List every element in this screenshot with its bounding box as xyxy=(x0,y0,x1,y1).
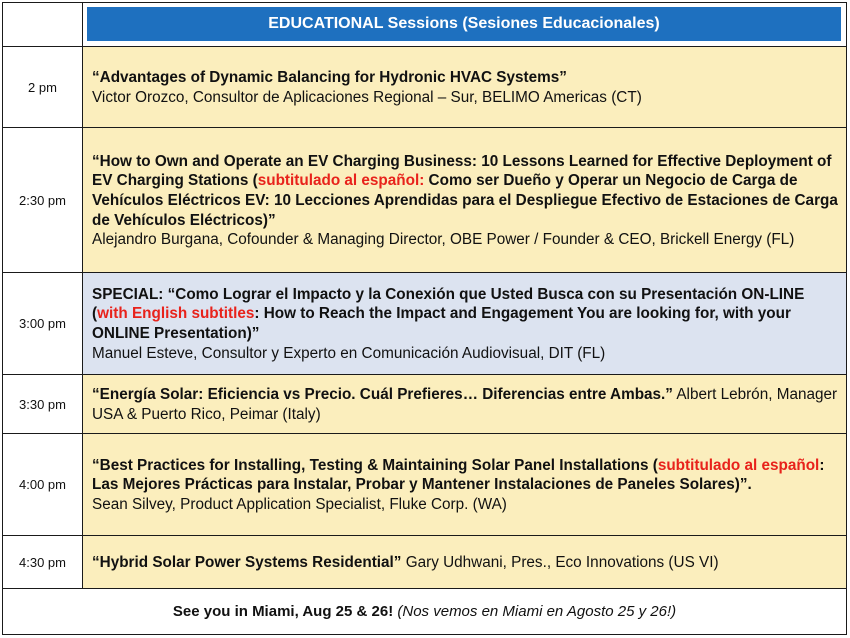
session-speaker: Victor Orozco, Consultor de Aplicaciones Regional – Sur, BELIMO Americas (CT) xyxy=(92,88,642,106)
session-details xyxy=(83,128,847,273)
header-title: EDUCATIONAL Sessions (Sesiones Educacionales) xyxy=(87,7,841,41)
session-title: “Energía Solar: Eficiencia vs Precio. Cuál Prefieres… Diferencias entre Ambas.” xyxy=(92,385,673,403)
subtitle-text: : Las Mejores Prácticas para Instalar, Probar y Mantener Instalaciones de Paneles Solares)”. xyxy=(92,456,825,494)
session-details xyxy=(83,273,847,375)
session-speaker: Sean Silvey, Product Application Specialist, Fluke Corp. (WA) xyxy=(92,495,507,513)
session-speaker: Albert Lebrón, Manager USA & Puerto Rico, Peimar (Italy) xyxy=(92,385,838,423)
session-row xyxy=(3,128,847,273)
session-details xyxy=(83,536,847,589)
session-title: “Advantages of Dynamic Balancing for Hydronic HVAC Systems” xyxy=(92,69,567,86)
session-title: “Hybrid Solar Power Systems Residential” xyxy=(92,553,402,571)
session-speaker: Manuel Esteve, Consultor y Experto en Comunicación Audiovisual, DIT (FL) xyxy=(92,344,606,362)
session-speaker: Alejandro Burgana, Cofounder & Managing Director, OBE Power / Founder & CEO, Brickell Energy (FL) xyxy=(92,231,795,249)
subtitle-text: : How to Reach the Impact and Engagement You are looking for, with your ONLINE Presentation)” xyxy=(92,305,791,343)
header-row xyxy=(3,3,847,47)
sessions-table xyxy=(2,2,847,635)
session-time: 3:30 pm xyxy=(3,375,83,434)
session-row xyxy=(3,46,847,128)
session-time: 4:00 pm xyxy=(3,434,83,536)
session-row xyxy=(3,375,847,434)
subtitle-tag: with English subtitles xyxy=(97,305,255,323)
session-details xyxy=(83,375,847,434)
session-time: 2:30 pm xyxy=(3,128,83,273)
session-speaker: Gary Udhwani, Pres., Eco Innovations (US VI) xyxy=(401,553,719,571)
session-details xyxy=(83,46,847,128)
session-row xyxy=(3,273,847,375)
session-title xyxy=(92,153,838,229)
session-details xyxy=(83,434,847,536)
session-title xyxy=(92,286,804,342)
session-row xyxy=(3,434,847,536)
session-title-text: “How to Own and Operate an EV Charging Business: 10 Lessons Learned for Effective Deployment of EV Charging Stations ( xyxy=(92,152,832,190)
session-title-text: “Best Practices for Installing, Testing & Maintaining Solar Panel Installations ( xyxy=(92,456,658,474)
session-title-text: SPECIAL: “Como Lograr el Impacto y la Conexión que Usted Busca con su Presentación ON-LINE ( xyxy=(92,285,805,323)
session-title xyxy=(92,457,824,494)
subtitle-tag: subtitulado al español xyxy=(657,456,820,474)
session-row xyxy=(3,536,847,589)
header-cell xyxy=(83,3,847,47)
session-time: 3:00 pm xyxy=(3,273,83,375)
header-corner xyxy=(3,3,83,47)
session-time: 4:30 pm xyxy=(3,536,83,589)
footer-cell xyxy=(3,589,847,635)
subtitle-text: Como ser Dueño y Operar un Negocio de Carga de Vehículos Eléctricos EV: 10 Lecciones Aprendidas para el Despliegue Efectivo de Estaciones de Carga de Vehículos Eléctricos)” xyxy=(92,172,838,229)
footer-row xyxy=(3,589,847,635)
subtitle-tag: subtitulado al español: xyxy=(257,172,425,190)
session-time: 2 pm xyxy=(3,46,83,128)
footer-italic: (Nos vemos en Miami en Agosto 25 y 26!) xyxy=(393,603,677,621)
footer-main: See you in Miami, Aug 25 & 26! xyxy=(172,603,394,621)
